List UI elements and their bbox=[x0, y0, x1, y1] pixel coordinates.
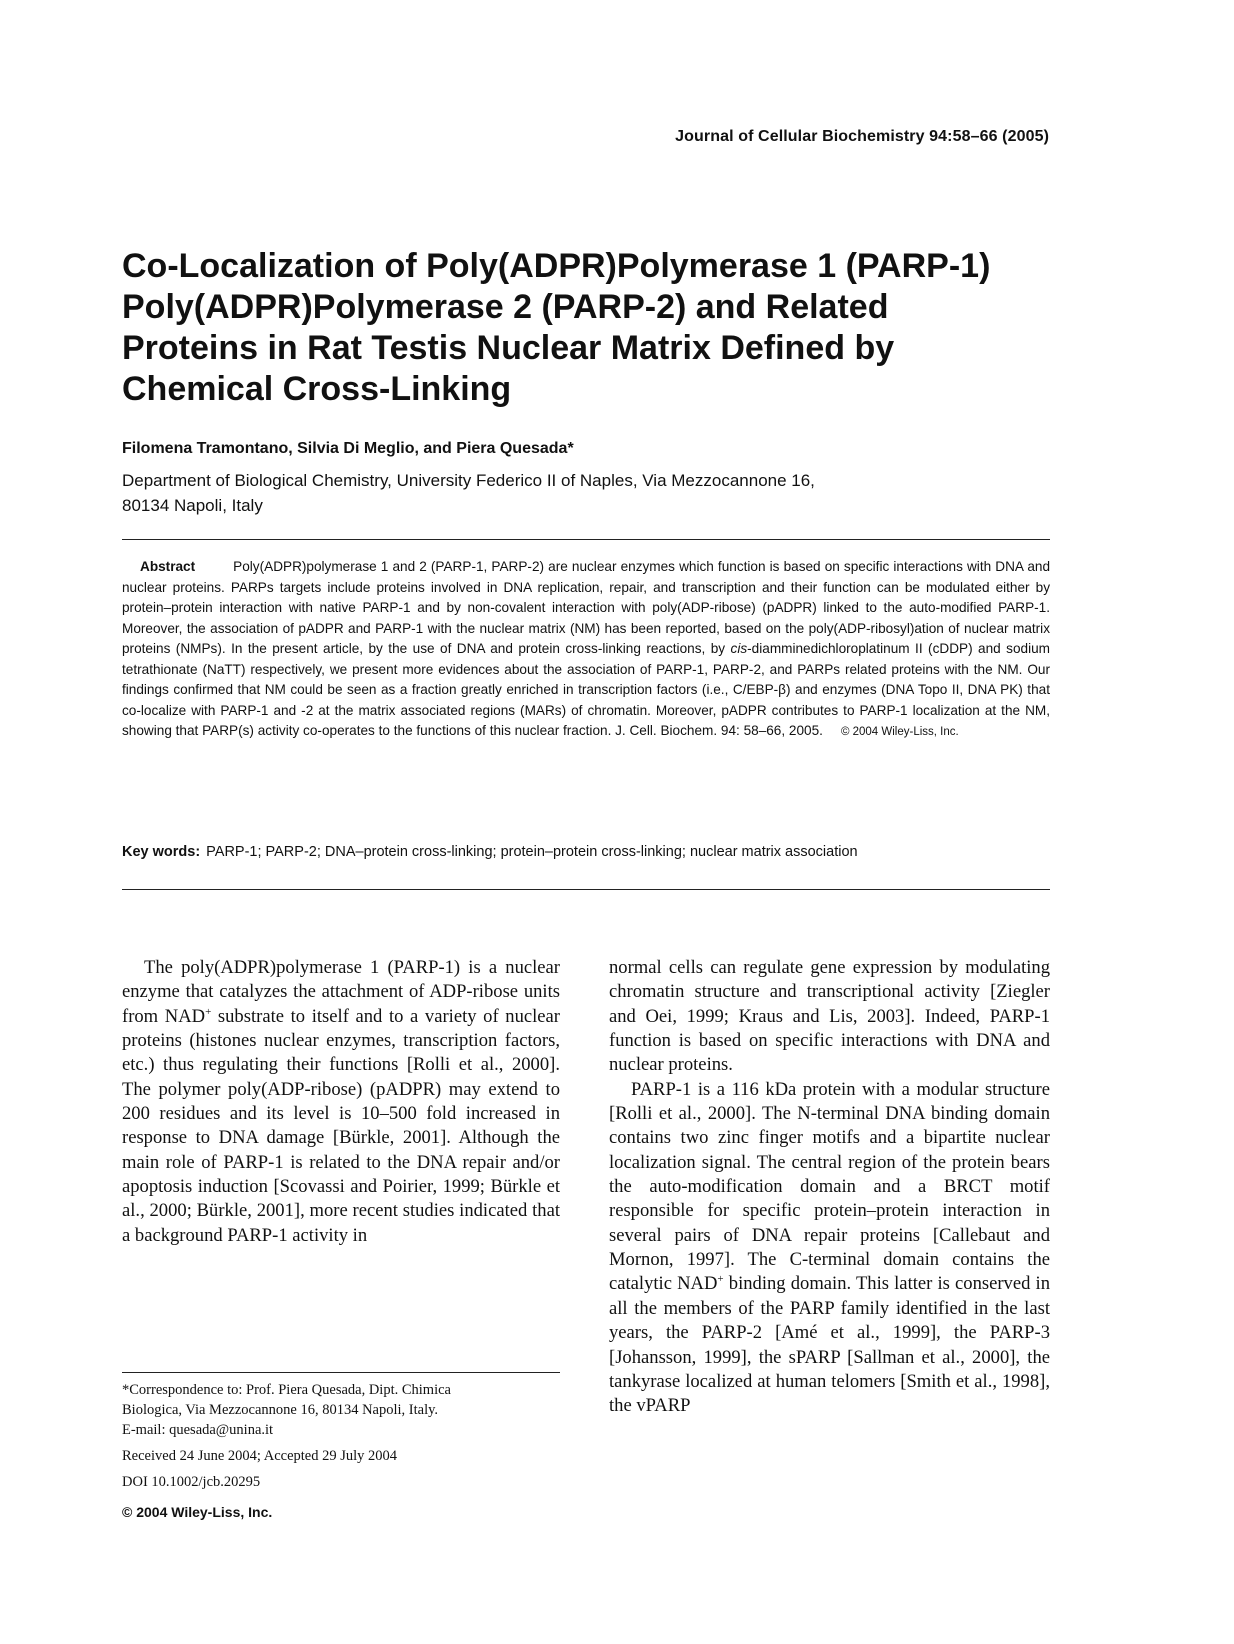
title-line: Proteins in Rat Testis Nuclear Matrix Defined by bbox=[122, 329, 895, 367]
keywords bbox=[122, 844, 1082, 860]
abstract-bottom-rule bbox=[122, 889, 1050, 890]
doi: DOI 10.1002/jcb.20295 bbox=[122, 1474, 261, 1490]
footnotes bbox=[122, 1380, 562, 1522]
body-paragraph bbox=[122, 956, 560, 1248]
superscript: + bbox=[205, 1005, 212, 1018]
body-column-right bbox=[609, 956, 1050, 1419]
abstract-text: -diamminedichloroplatinum II (cDDP) and sodium tetrathionate (NaTT) respectively, we present more evidences about the association of PARP-1, PARP-2, and PARPs related proteins with the NM. Our findings confirmed that NM could be seen as a fraction greatly enriched in transcription factors (i.e., C/EBP-β) and enzymes (DNA Topo II, DNA PK) that co-localize with PARP-1 and -2 at the matrix associated regions (MARs) of chromatin. Moreover, pADPR contributes to PARP-1 localization at the NM, showing that PARP(s) activity co-operates to the functions of this nuclear fraction. J. Cell. Biochem. 94: 58–66, 2005. bbox=[122, 641, 1050, 738]
abstract bbox=[122, 557, 1050, 743]
author-list: Filomena Tramontano, Silvia Di Meglio, and Piera Quesada* bbox=[122, 440, 574, 457]
body-paragraph bbox=[609, 1078, 1050, 1419]
abstract-top-rule bbox=[122, 539, 1050, 540]
title-line: Chemical Cross-Linking bbox=[122, 370, 512, 408]
correspondence-email: E-mail: quesada@unina.it bbox=[122, 1422, 274, 1438]
affiliation bbox=[122, 468, 1022, 518]
abstract-italic-term: cis bbox=[730, 641, 748, 656]
body-text: binding domain. This latter is conserved in all the members of the PARP family identified in the last years, the PARP-2 [Amé et al., 1999], the PARP-3 [Johansson, 1999], the sPARP [Sallman et al., 2000], the tankyrase localized at human telomers [Smith et al., 1998], the vPARP bbox=[609, 1273, 1051, 1417]
affiliation-line: 80134 Napoli, Italy bbox=[122, 496, 263, 515]
article-title bbox=[122, 246, 1082, 410]
received-dates: Received 24 June 2004; Accepted 29 July 2004 bbox=[122, 1448, 398, 1464]
title-line: Co-Localization of Poly(ADPR)Polymerase 1 (PARP-1) bbox=[122, 247, 991, 285]
body-text: PARP-1 is a 116 kDa protein with a modular structure [Rolli et al., 2000]. The N-terminal DNA binding domain contains two zinc finger motifs and a bipartite nuclear localization signal. The central region of the protein bears the auto-modification domain and a BRCT motif responsible for specific protein–protein interaction in several pairs of DNA repair proteins [Callebaut and Mornon, 1997]. The C-terminal domain contains the catalytic NAD bbox=[609, 1078, 1050, 1295]
journal-citation: Journal of Cellular Biochemistry 94:58–66 (2005) bbox=[675, 128, 1049, 145]
abstract-label: Abstract bbox=[140, 559, 196, 574]
abstract-text: Poly(ADPR)polymerase 1 and 2 (PARP-1, PARP-2) are nuclear enzymes which function is based on specific interactions with DNA and nuclear proteins. PARPs targets include proteins involved in DNA replication, repair, and transcription and their function can be modulated either by protein–protein interaction with native PARP-1 and by non-covalent interaction with poly(ADP-ribose) (pADPR) linked to the auto-modified PARP-1. Moreover, the association of pADPR and PARP-1 with the nuclear matrix (NM) has been reported, based on the poly(ADP-ribosyl)ation of nuclear matrix proteins (NMPs). In the present article, by the use of DNA and protein cross-linking reactions, by bbox=[122, 559, 1050, 656]
footnote-copyright: © 2004 Wiley-Liss, Inc. bbox=[122, 1504, 273, 1520]
footnote-rule bbox=[122, 1372, 560, 1373]
affiliation-line: Department of Biological Chemistry, University Federico II of Naples, Via Mezzocannone 16, bbox=[122, 471, 815, 490]
correspondence-line: *Correspondence to: Prof. Piera Quesada, Dipt. Chimica bbox=[122, 1382, 451, 1398]
body-column-left bbox=[122, 956, 560, 1248]
title-line: Poly(ADPR)Polymerase 2 (PARP-2) and Related bbox=[122, 288, 889, 326]
superscript: + bbox=[717, 1273, 724, 1286]
abstract-copyright: © 2004 Wiley-Liss, Inc. bbox=[840, 726, 959, 738]
keywords-text: PARP-1; PARP-2; DNA–protein cross-linking; protein–protein cross-linking; nuclear matrix association bbox=[206, 844, 858, 860]
keywords-label: Key words: bbox=[122, 844, 201, 860]
correspondence-line: Biologica, Via Mezzocannone 16, 80134 Napoli, Italy. bbox=[122, 1402, 439, 1418]
body-paragraph: normal cells can regulate gene expression by modulating chromatin structure and transcriptional activity [Ziegler and Oei, 1999; Kraus and Lis, 2003]. Indeed, PARP-1 function is based on specific interactions with DNA and nuclear proteins. bbox=[609, 957, 1050, 1076]
body-text: substrate to itself and to a variety of nuclear proteins (histones nuclear enzymes, transcription factors, etc.) thus regulating their functions [Rolli et al., 2000]. The polymer poly(ADP-ribose) (pADPR) may extend to 200 residues and its level is 10–500 fold increased in response to DNA damage [Bürkle, 2001]. Although the main role of PARP-1 is related to the DNA repair and/or apoptosis induction [Scovassi and Poirier, 1999; Bürkle et al., 2000; Bürkle, 2001], more recent studies indicated that a background PARP-1 activity in bbox=[122, 1005, 560, 1246]
body-text: The poly(ADPR)polymerase 1 (PARP-1) is a nuclear enzyme that catalyzes the attachment of ADP-ribose units from NAD bbox=[122, 957, 560, 1027]
